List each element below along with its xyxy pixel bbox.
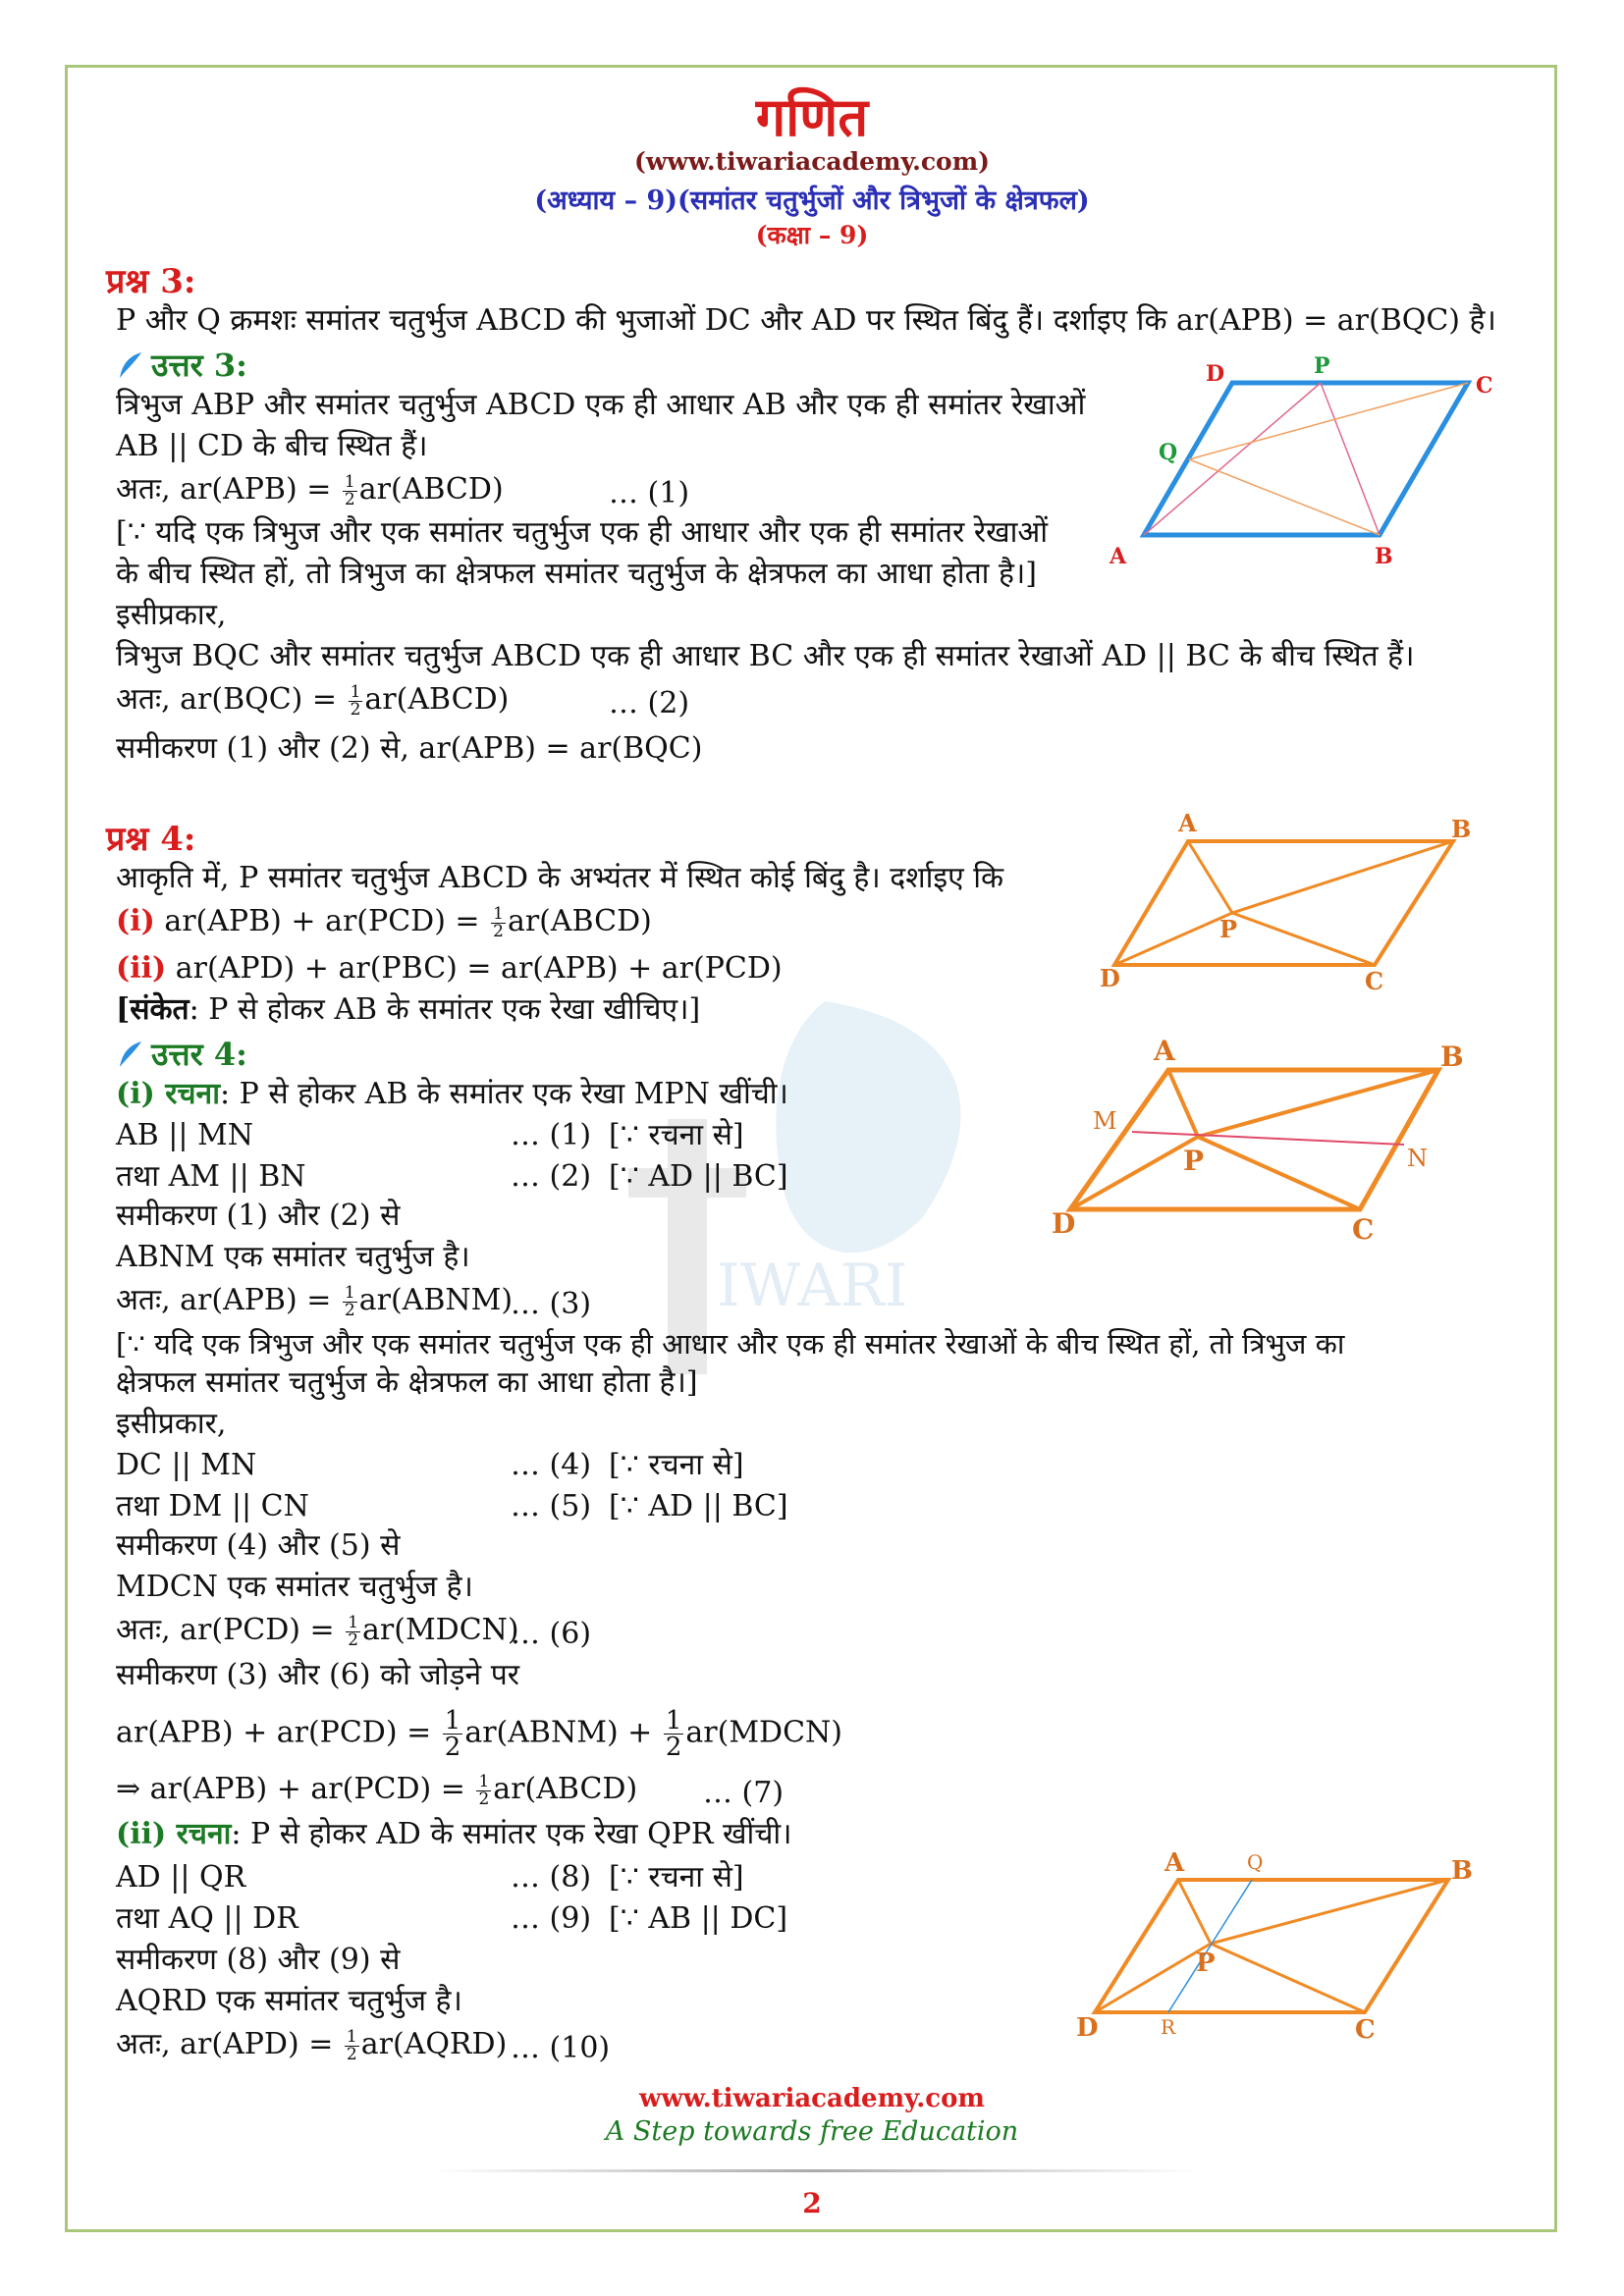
a4-row-15-mid: ar(ABNM) +: [464, 1715, 662, 1750]
fraction-half: $\frac{1}{2}$: [346, 2026, 357, 2064]
a4-construction-ii: [116, 1816, 792, 1853]
a4-row-15-lhs: ar(APB) + ar(PCD) =: [116, 1715, 441, 1750]
eq-reason-9: [∵ AB || DC]: [609, 1901, 788, 1936]
eq-ref-8: … (8): [511, 1860, 592, 1895]
eq-reason-5: [∵ AD || BC]: [609, 1489, 788, 1523]
eq-ref-4: … (4): [511, 1448, 592, 1482]
construction-i-label: (i) रचना: [116, 1077, 220, 1111]
a4-row-7: क्षेत्रफल समांतर चतुर्भुज के क्षेत्रफल का आधा होता है।]: [116, 1365, 698, 1400]
fig4b-label-M: M: [1093, 1107, 1117, 1135]
page-number: 2: [802, 2187, 822, 2219]
eq-ref-5: … (5): [511, 1489, 592, 1523]
fig4b-label-B: B: [1440, 1041, 1464, 1073]
q3-figure: [1090, 353, 1502, 579]
a3-line-8-lhs: अतः, ar(BQC) =: [116, 682, 347, 717]
q4-figure-question: [1090, 810, 1483, 996]
fraction-half: $\frac{1}{2}$: [493, 903, 504, 941]
answer-3-heading: [116, 344, 247, 386]
a4-row-15: [116, 1708, 842, 1760]
fig4c-label-D: D: [1076, 2013, 1099, 2042]
a3-line-7: त्रिभुज BQC और समांतर चतुर्भुज ABCD एक ही आधार BC और एक ही समांतर रेखाओं AD || BC के बीच स्थित हैं।: [116, 639, 1415, 673]
fig3-label-A: A: [1110, 544, 1127, 569]
q4-figure-construction-i: [1046, 1031, 1497, 1247]
a4-row-11: समीकरण (4) और (5) से: [116, 1528, 401, 1563]
fig3-label-C: C: [1476, 373, 1493, 399]
q4-part-i-rhs: ar(ABCD): [507, 904, 652, 938]
fig3-label-Q: Q: [1159, 440, 1178, 465]
q4-part-ii: [116, 950, 783, 988]
a3-line-3-lhs: अतः, ar(APB) =: [116, 472, 341, 507]
q4-figure-construction-ii: [1070, 1845, 1492, 2042]
a4-row-15-rhs: ar(MDCN): [685, 1715, 843, 1750]
fig4b-label-C: C: [1352, 1213, 1375, 1246]
q4-part-i-lhs: ar(APB) + ar(PCD) =: [154, 904, 490, 938]
quill-icon: [116, 1040, 145, 1069]
fig4c-label-R: R: [1161, 2015, 1176, 2039]
eq-ref-6: … (6): [511, 1617, 592, 1651]
a4-row-3: समीकरण (1) और (2) से: [116, 1199, 401, 1233]
eq-reason-1: [∵ रचना से]: [609, 1118, 744, 1152]
a4-row-4: ABNM एक समांतर चतुर्भुज है।: [116, 1240, 470, 1274]
eq-reason-8: [∵ रचना से]: [609, 1860, 744, 1895]
fig4a-label-C: C: [1365, 967, 1384, 995]
answer-3-heading-text: उत्तर 3:: [151, 347, 247, 384]
a4-row-6: [∵ यदि एक त्रिभुज और एक समांतर चतुर्भुज एक ही आधार और एक ही समांतर रेखाओं के बीच स्थित हों, तो त्रिभुज का: [116, 1327, 1345, 1361]
eq-ref-7: … (7): [703, 1776, 785, 1810]
a4-row-13-lhs: अतः, ar(PCD) =: [116, 1613, 345, 1647]
header-site: (www.tiwariacademy.com): [633, 147, 990, 176]
a4-row-s5-lhs: अतः, ar(APD) =: [116, 2027, 343, 2061]
fig3-label-B: B: [1375, 544, 1393, 569]
construction-ii-label: (ii) रचना: [116, 1817, 232, 1851]
q4-hint: [116, 991, 700, 1029]
a4-row-14: समीकरण (3) और (6) को जोड़ने पर: [116, 1658, 520, 1692]
a4-row-12: MDCN एक समांतर चतुर्भुज है।: [116, 1570, 473, 1604]
eq-ref-2: … (2): [511, 1159, 592, 1194]
a4-row-s5-rhs: ar(AQRD): [360, 2027, 508, 2061]
a4-row-s5: [116, 2026, 507, 2063]
a3-line-4: [∵ यदि एक त्रिभुज और एक समांतर चतुर्भुज एक ही आधार और एक ही समांतर रेखाओं: [116, 515, 1049, 550]
a4-row-8: इसीप्रकार,: [116, 1407, 227, 1441]
eq-ref-3: … (3): [511, 1287, 592, 1321]
a4-row-1: AB || MN: [116, 1118, 253, 1152]
fraction-half: $\frac{1}{2}$: [350, 681, 361, 720]
hint-label: [संकेत: [116, 992, 189, 1027]
q4-part-i: [116, 903, 652, 940]
eq-ref-1: … (1): [609, 476, 690, 510]
a3-line-3: [116, 471, 504, 508]
a4-row-s4: AQRD एक समांतर चतुर्भुज है।: [116, 1984, 462, 2018]
fig4c-label-B: B: [1451, 1856, 1473, 1886]
a3-line-5: के बीच स्थित हों, तो त्रिभुज का क्षेत्रफल समांतर चतुर्भुज के क्षेत्रफल का आधा होता है।]: [116, 557, 1037, 591]
eq-ref-9: … (9): [511, 1901, 592, 1936]
fig4a-label-A: A: [1178, 810, 1197, 837]
fig3-label-P: P: [1314, 353, 1330, 379]
a4-row-s3: समीकरण (8) और (9) से: [116, 1943, 401, 1977]
q4-part-ii-text: ar(APD) + ar(PBC) = ar(APB) + ar(PCD): [166, 951, 783, 986]
fig4b-label-A: A: [1154, 1035, 1175, 1067]
question-3-heading: प्रश्न 3:: [106, 262, 196, 301]
a4-row-5-lhs: अतः, ar(APB) =: [116, 1283, 341, 1317]
fig3-label-D: D: [1206, 361, 1225, 387]
fig4a-label-D: D: [1100, 964, 1120, 992]
answer-4-heading-text: उत्तर 4:: [151, 1036, 247, 1073]
class-label: (कक्षा – 9): [755, 221, 869, 249]
footer-site-link[interactable]: www.tiwariacademy.com: [639, 2084, 985, 2113]
watermark-text: IWARI: [717, 1252, 908, 1320]
a4-row-10: तथा DM || CN: [116, 1489, 309, 1523]
footer-tagline: A Step towards free Education: [605, 2116, 1019, 2147]
question-3-text: P और Q क्रमशः समांतर चतुर्भुज ABCD की भुजाओं DC और AD पर स्थित बिंदु हैं। दर्शाइए कि ar(APB) = ar(BQC) है।: [116, 303, 1496, 338]
fraction-half: $\frac{1}{2}$: [665, 1706, 682, 1762]
a4-row-5-rhs: ar(ABNM): [358, 1283, 514, 1317]
a4-row-2: तथा AM || BN: [116, 1159, 306, 1194]
eq-ref-1: … (1): [511, 1118, 592, 1152]
fig4b-label-P: P: [1183, 1145, 1205, 1177]
a4-construction-i: [116, 1076, 788, 1113]
eq-reason-2: [∵ AD || BC]: [609, 1159, 788, 1194]
a3-line-8: [116, 681, 509, 719]
eq-ref-2: … (2): [609, 686, 690, 721]
a4-row-16-lhs: ⇒ ar(APB) + ar(PCD) =: [116, 1772, 475, 1806]
fig4c-label-Q: Q: [1247, 1850, 1264, 1874]
fig4a-label-B: B: [1451, 815, 1472, 843]
fraction-half: $\frac{1}{2}$: [348, 1612, 359, 1650]
hint-text: : P से होकर AB के समांतर एक रेखा खीचिए।]: [189, 992, 701, 1027]
a4-row-9: DC || MN: [116, 1448, 257, 1482]
fig4a-label-P: P: [1219, 915, 1238, 943]
fig4c-label-A: A: [1164, 1848, 1185, 1878]
footer-divider: [432, 2169, 1198, 2172]
fraction-half: $\frac{1}{2}$: [444, 1706, 461, 1762]
question-4-heading: प्रश्न 4:: [106, 820, 196, 859]
a4-row-13-rhs: ar(MDCN): [362, 1613, 519, 1647]
fig4b-label-N: N: [1407, 1145, 1428, 1172]
eq-ref-10: … (10): [511, 2031, 611, 2065]
subject-title: गणित: [755, 85, 869, 148]
a3-line-9: समीकरण (1) और (2) से, ar(APB) = ar(BQC): [116, 731, 703, 766]
fraction-half: $\frac{1}{2}$: [344, 1282, 355, 1320]
eq-reason-4: [∵ रचना से]: [609, 1448, 744, 1482]
chapter-title: (अध्याय – 9)(समांतर चतुर्भुजों और त्रिभुजों के क्षेत्रफल): [534, 186, 1090, 216]
a4-row-5: [116, 1282, 513, 1319]
fraction-half: $\frac{1}{2}$: [478, 1771, 490, 1809]
a3-line-3-rhs: ar(ABCD): [358, 472, 504, 507]
fig4c-label-P: P: [1196, 1949, 1216, 1978]
fraction-half: $\frac{1}{2}$: [344, 471, 355, 509]
a4-row-16-rhs: ar(ABCD): [493, 1772, 638, 1806]
construction-i-text: : P से होकर AB के समांतर एक रेखा MPN खींची।: [219, 1077, 788, 1111]
a4-row-s1: AD || QR: [116, 1860, 246, 1895]
fig4c-label-C: C: [1355, 2015, 1376, 2042]
question-4-text: आकृति में, P समांतर चतुर्भुज ABCD के अभ्यंतर में स्थित कोई बिंदु है। दर्शाइए कि: [116, 861, 1004, 895]
construction-ii-text: : P से होकर AD के समांतर एक रेखा QPR खींची।: [231, 1817, 792, 1851]
fig4b-label-D: D: [1052, 1207, 1076, 1240]
q4-part-ii-label: (ii): [116, 951, 167, 986]
a3-line-1: त्रिभुज ABP और समांतर चतुर्भुज ABCD एक ही आधार AB और एक ही समांतर रेखाओं: [116, 388, 1086, 422]
a4-row-16: [116, 1771, 637, 1808]
a3-line-6: इसीप्रकार,: [116, 598, 227, 632]
a4-row-13: [116, 1612, 519, 1649]
q4-part-i-label: (i): [116, 904, 155, 938]
answer-4-heading: [116, 1033, 247, 1075]
a3-line-8-rhs: ar(ABCD): [364, 682, 510, 717]
a3-line-2: AB || CD के बीच स्थित हैं।: [116, 429, 428, 463]
a4-row-s2: तथा AQ || DR: [116, 1901, 298, 1936]
quill-icon: [116, 350, 145, 380]
